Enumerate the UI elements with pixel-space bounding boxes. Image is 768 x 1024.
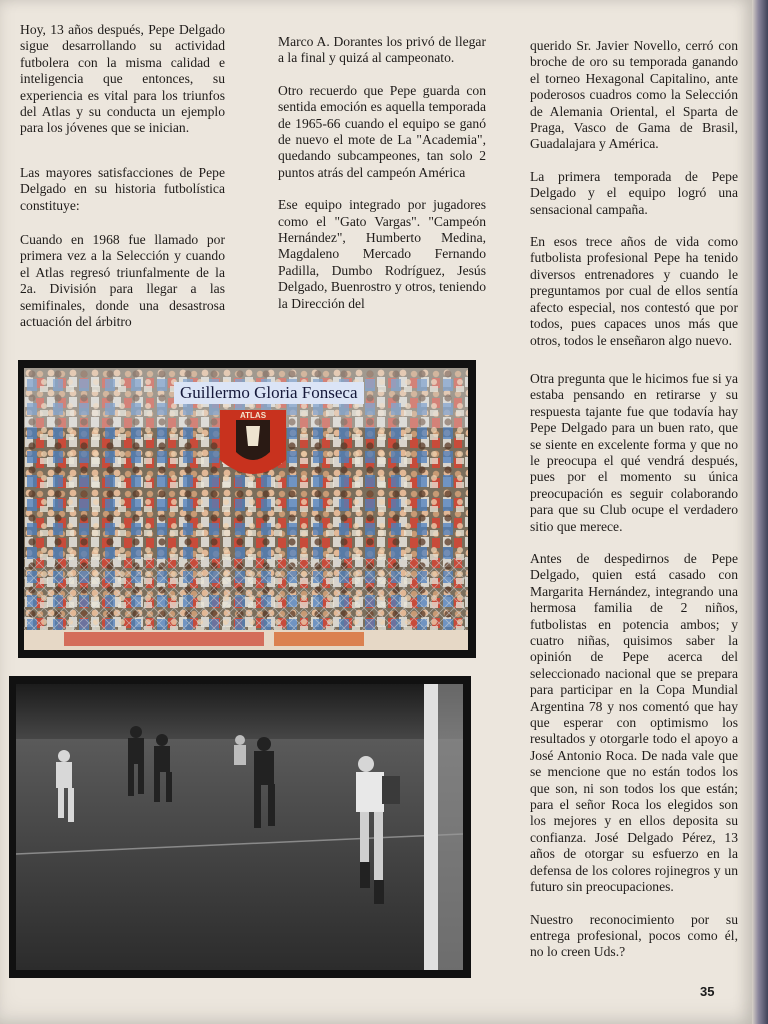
text-column-1: [20, 22, 225, 347]
paragraph: Hoy, 13 años después, Pepe Delgado sigue desarrollando su actividad futbolera con la misma calidad e inteligencia que entonces, su experiencia es vital para los triunfos del Atlas y su conducta un ejemplo para los jóvenes que se inician.: [20, 22, 225, 136]
crowd-photo: [18, 360, 476, 658]
paragraph: Marco A. Dorantes los privó de llegar a la final y quizá al campeonato.: [278, 34, 486, 66]
paragraph: querido Sr. Javier Novello, cerró con broche de oro su temporada ganando el torneo Hexagonal Capitalino, ante poderosos cuadros como la Selección de Alemania Oriental, el Sparta de Praga, Vasco de Gama de Brasil, Guadalajara y América.: [530, 38, 738, 152]
paragraph: Otro recuerdo que Pepe guarda con sentida emoción es aquella temporada de 1965-66 cuando el equipo se ganó de nuevo el mote de La "Academia", quedando subcampeones, tan solo 2 puntos atrás del campeón América: [278, 82, 486, 180]
paragraph: La primera temporada de Pepe Delgado y el equipo logró una sensacional campaña.: [530, 168, 738, 217]
paragraph: Cuando en 1968 fue llamado por primera vez a la Selección y cuando el Atlas regresó triunfalmente de la 2a. División para llegar a las semifinales, donde una desastrosa actuación del árbitro: [20, 232, 225, 330]
paragraph: Nuestro reconocimiento por su entrega profesional, pocos como él, no lo creen Uds.?: [530, 911, 738, 960]
flag-text: ATLAS: [239, 411, 267, 420]
page-number: 35: [700, 984, 715, 999]
paragraph: Las mayores satisfacciones de Pepe Delgado en su historia futbolística constituye:: [20, 164, 225, 213]
paragraph: Antes de despedirnos de Pepe Delgado, quien está casado con Margarita Hernández, integrando una hermosa familia de 2 niños, futbolistas en potencia ambos; y cuatro niñas, quisimos saber la opinión de Pepe acerca del seleccionado nacional que se prepara para participar en la Copa Mundial Argentina 78 y nos comentó que hay que esperar con optimismo los resultados y otorgarle todo el apoyo a José Antonio Roca. De nada vale que se mencione que no están todos los que son, ni son todos los que están; para el señor Roca los elegidos son los mejores y en ellos deposita su confianza. José Delgado Pérez, 13 años de otorgar su esfuerzo en la defensa de los colores rojinegros y un futuro sin preocupaciones.: [530, 550, 738, 895]
match-illustration: [16, 684, 463, 970]
paragraph: Ese equipo integrado por jugadores como el "Gato Vargas". "Campeón Hernández", Humberto Medina, Magdaleno Mercado Fernando Padilla, Dumbo Rodríguez, Jesús Delgado, Buenrostro y otros, teniendo la Dirección del: [278, 197, 486, 311]
text-column-2: [278, 34, 486, 328]
crowd-illustration: [24, 368, 468, 650]
page-edge-shadow: [752, 0, 768, 1024]
match-photo: [9, 676, 471, 978]
text-column-3: [530, 38, 738, 977]
photo-credit: Guillermo Gloria Fonseca: [174, 382, 364, 404]
atlas-flag: [220, 410, 286, 474]
paragraph: Otra pregunta que le hicimos fue si ya estaba pensando en retirarse y su respuesta tajante fue que todavía hay Pepe Delgado para un buen rato, que se siente en excelente forma y que no le preocupa el qué vendrá después, pues por el momento su única preocupación es seguir colaborando para que su Club ocupe el verdadero sitio que merece.: [530, 370, 738, 534]
paragraph: En esos trece años de vida como futbolista profesional Pepe ha tenido diversos entrenadores y cuando le preguntamos por cual de ellos sentía afecto especial, nos contestó que por todos, pues capaces unos más que otros, todos le enseñaron algo nuevo.: [530, 234, 738, 348]
